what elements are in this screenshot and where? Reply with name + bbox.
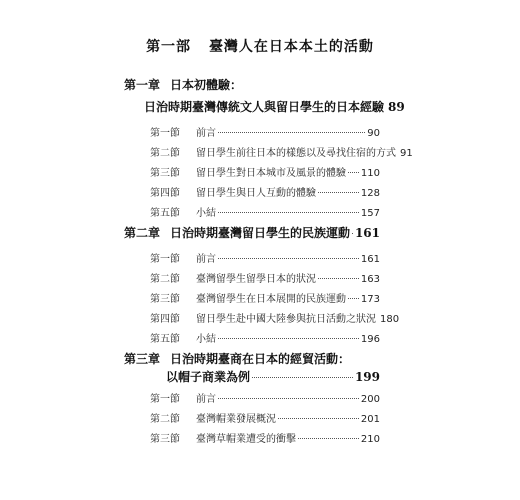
section-label: 第三節 bbox=[150, 434, 180, 445]
chapter-3-subtitle: 以帽子商業為例 bbox=[166, 370, 251, 384]
leader-dots bbox=[318, 278, 359, 279]
section-title: 前言 bbox=[196, 394, 216, 405]
chapter-1-page: 89 bbox=[388, 100, 405, 114]
section-entry bbox=[150, 410, 380, 425]
leader-dots bbox=[218, 212, 359, 213]
section-title: 臺灣草帽業遭受的衝擊 bbox=[196, 434, 296, 445]
chapter-2-label: 第二章 bbox=[124, 226, 161, 240]
section-entry bbox=[150, 184, 380, 199]
section-entry bbox=[150, 430, 380, 445]
section-title: 臺灣留學生在日本展開的民族運動 bbox=[196, 294, 346, 305]
section-entry bbox=[150, 124, 380, 139]
section-page: 128 bbox=[360, 188, 380, 199]
section-page: 90 bbox=[367, 128, 380, 139]
section-entry bbox=[150, 164, 380, 179]
section-entry bbox=[150, 310, 400, 325]
leader-dots bbox=[352, 233, 353, 234]
chapter-1-title: 日本初體驗： bbox=[170, 78, 243, 92]
section-entry bbox=[150, 290, 380, 305]
chapter-3-label: 第三章 bbox=[124, 352, 161, 366]
leader-dots bbox=[318, 192, 359, 193]
chapter-1-entry bbox=[144, 98, 405, 115]
section-label: 第三節 bbox=[150, 168, 180, 179]
section-page: 157 bbox=[360, 208, 380, 219]
section-title: 留日學生對日本城市及風景的體驗 bbox=[196, 168, 346, 179]
chapter-1-subtitle: 日治時期臺灣傳統文人與留日學生的日本經驗 bbox=[144, 100, 385, 114]
chapter-3-heading bbox=[124, 350, 350, 367]
chapter-3-page: 199 bbox=[354, 370, 380, 384]
section-label: 第五節 bbox=[150, 334, 180, 345]
section-label: 第一節 bbox=[150, 128, 180, 139]
chapter-3-title: 日治時期臺商在日本的經貿活動： bbox=[170, 352, 351, 366]
leader-dots bbox=[218, 258, 359, 259]
chapter-3-entry bbox=[166, 368, 380, 385]
section-title: 臺灣帽業發展概況 bbox=[196, 414, 276, 425]
part-title: 臺灣人在日本本土的活動 bbox=[208, 39, 374, 55]
section-page: 173 bbox=[360, 294, 380, 305]
section-page: 163 bbox=[360, 274, 380, 285]
section-page: 196 bbox=[360, 334, 380, 345]
leader-dots bbox=[252, 377, 353, 378]
section-page: 180 bbox=[380, 314, 400, 325]
section-entry bbox=[150, 204, 380, 219]
section-title: 小結 bbox=[196, 334, 216, 345]
section-label: 第二節 bbox=[150, 148, 180, 159]
leader-dots bbox=[348, 172, 359, 173]
section-page: 91 bbox=[400, 148, 413, 159]
chapter-2-page: 161 bbox=[354, 226, 380, 240]
section-title: 留日學生與日人互動的體驗 bbox=[196, 188, 316, 199]
section-title: 臺灣留學生留學日本的狀況 bbox=[196, 274, 316, 285]
section-label: 第一節 bbox=[150, 254, 180, 265]
section-title: 小結 bbox=[196, 208, 216, 219]
section-page: 201 bbox=[360, 414, 380, 425]
section-entry bbox=[150, 270, 380, 285]
leader-dots bbox=[298, 438, 359, 439]
part-label: 第一部 bbox=[146, 39, 192, 55]
section-title: 前言 bbox=[196, 128, 216, 139]
section-title: 留日學生赴中國大陸參與抗日活動之狀況 bbox=[196, 314, 376, 325]
chapter-1-heading bbox=[124, 76, 242, 93]
leader-dots bbox=[218, 132, 365, 133]
leader-dots bbox=[218, 398, 359, 399]
section-page: 200 bbox=[360, 394, 380, 405]
section-entry bbox=[150, 250, 380, 265]
section-label: 第五節 bbox=[150, 208, 180, 219]
section-label: 第一節 bbox=[150, 394, 180, 405]
chapter-2-entry bbox=[124, 224, 380, 241]
section-page: 161 bbox=[360, 254, 380, 265]
section-title: 前言 bbox=[196, 254, 216, 265]
section-entry bbox=[150, 390, 380, 405]
section-label: 第四節 bbox=[150, 188, 180, 199]
leader-dots bbox=[278, 418, 359, 419]
leader-dots bbox=[348, 298, 359, 299]
section-page: 210 bbox=[360, 434, 380, 445]
chapter-2-title: 日治時期臺灣留日學生的民族運動 bbox=[170, 226, 351, 240]
chapter-1-label: 第一章 bbox=[124, 78, 161, 92]
leader-dots bbox=[218, 338, 359, 339]
section-title: 留日學生前往日本的樣態以及尋找住宿的方式 bbox=[196, 148, 396, 159]
section-label: 第三節 bbox=[150, 294, 180, 305]
section-label: 第二節 bbox=[150, 274, 180, 285]
section-entry bbox=[150, 144, 413, 159]
section-label: 第二節 bbox=[150, 414, 180, 425]
section-entry bbox=[150, 330, 380, 345]
section-label: 第四節 bbox=[150, 314, 180, 325]
section-page: 110 bbox=[360, 168, 380, 179]
